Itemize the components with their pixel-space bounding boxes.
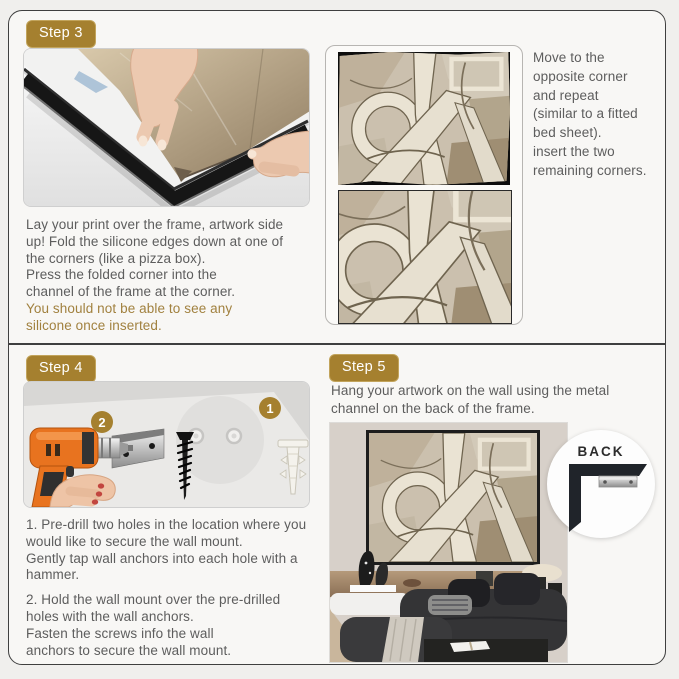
text-line: opposite corner (533, 68, 628, 84)
svg-text:2: 2 (98, 415, 106, 430)
corner-insert-preview-box (325, 45, 523, 325)
text-line: the corners (like a pizza box). (26, 250, 206, 266)
text-line: 2. Hold the wall mount over the pre-drilled (26, 592, 281, 608)
text-line: channel on the back of the frame. (331, 400, 535, 416)
step3-photo (23, 48, 310, 207)
text-line: and repeat (533, 87, 599, 103)
highlight-line: silicone once inserted. (26, 317, 162, 333)
bowl (403, 579, 421, 587)
text-line: up! Fold the silicone edges down at one of (26, 233, 284, 249)
marker-badge-2 (91, 411, 113, 433)
living-room-scene (330, 423, 567, 662)
instruction-panel (8, 10, 666, 665)
step5-badge: Step 5 (329, 354, 399, 382)
highlight-line: You should not be able to see any (26, 300, 233, 316)
text-line: Gently tap wall anchors into each hole with a (26, 550, 298, 566)
wall-mount-tools-illustration (24, 382, 309, 507)
text-line: remaining corners. (533, 162, 647, 178)
text-line: Hang your artwork on the wall using the metal (331, 383, 610, 398)
coffee-table (424, 639, 548, 662)
text-line: Fasten the screws info the wall (26, 625, 214, 641)
text-line: channel of the frame at the corner. (26, 284, 236, 300)
artwork-inserted-image (338, 190, 512, 324)
text-line: bed sheet). (533, 125, 602, 141)
metal-channel-icon (599, 476, 637, 487)
svg-text:1: 1 (266, 401, 274, 416)
text-line: Press the folded corner into the (26, 267, 217, 283)
step3-instructions (26, 217, 283, 335)
hung-artwork (366, 430, 540, 565)
text-line: insert the two (533, 143, 615, 159)
text-line: holes with the wall anchors. (26, 608, 194, 624)
section-divider (9, 343, 665, 345)
step5-instructions (331, 382, 609, 417)
step3-side-note (533, 49, 647, 181)
frame-back-channel-icon (547, 430, 655, 538)
text-line: hammer. (26, 567, 80, 583)
text-line: Lay your print over the frame, artwork side (26, 217, 284, 232)
artwork-loose-corners-image (338, 52, 510, 185)
side-table (330, 593, 410, 615)
text-line: anchors to secure the wall mount. (26, 642, 232, 658)
text-line: 1. Pre-drill two holes in the location where you (26, 517, 307, 532)
step4-instructions (26, 517, 306, 659)
back-label: BACK (577, 444, 625, 459)
frame-corner-folding-illustration (24, 49, 309, 206)
text-line: (similar to a fitted (533, 106, 638, 122)
step4-illustration (23, 381, 310, 508)
step3-badge: Step 3 (26, 20, 96, 48)
marker-badge-1 (259, 397, 281, 419)
text-line: Move to the (533, 50, 605, 65)
back-detail-circle (547, 430, 655, 538)
living-room-photo (329, 422, 568, 663)
step4-badge: Step 4 (26, 355, 96, 383)
text-line: would like to secure the wall mount. (26, 533, 243, 549)
